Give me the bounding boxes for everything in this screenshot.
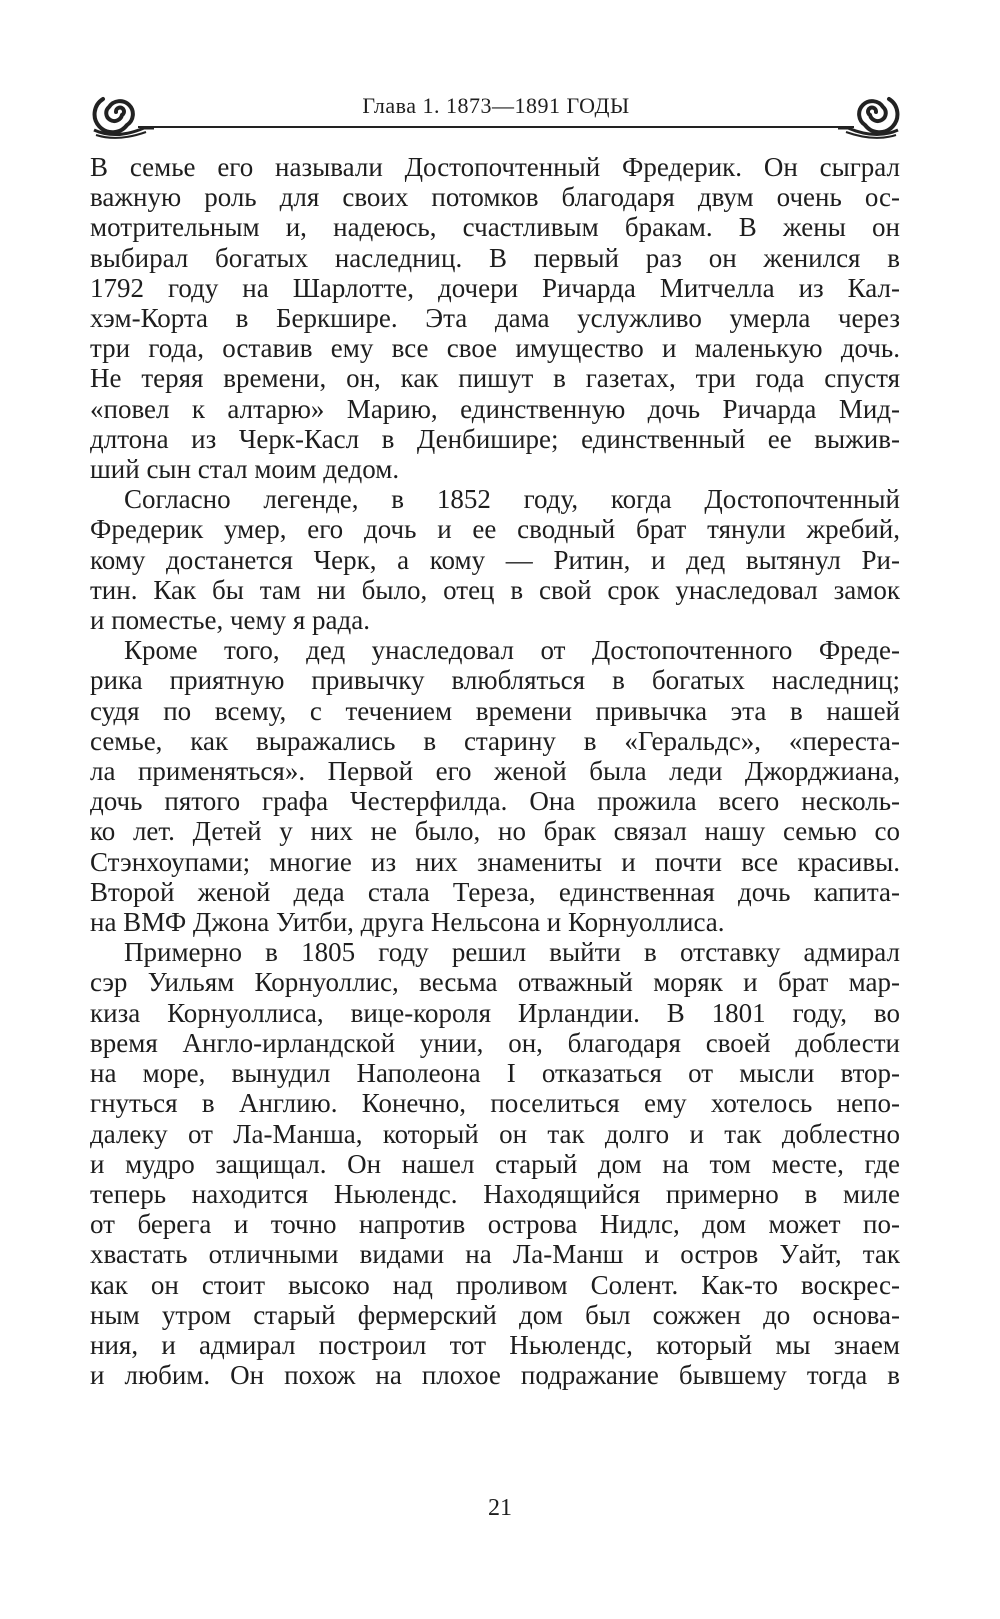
text-line: Второй женой деда стала Тереза, единственная дочь капита- bbox=[90, 876, 900, 907]
header-rule bbox=[138, 126, 854, 128]
text-line: семье, как выражались в старину в «Геральдс», «переста- bbox=[90, 725, 900, 756]
text-line: тин. Как бы там ни было, отец в свой срок унаследовал замок bbox=[90, 574, 900, 605]
text-line: ным утром старый фермерский дом был сожжен до основа- bbox=[90, 1299, 900, 1330]
text-line: Согласно легенде, в 1852 году, когда Достопочтенный bbox=[124, 484, 900, 515]
text-line: и мудро защищал. Он нашел старый дом на том месте, где bbox=[90, 1148, 900, 1179]
text-line: Стэнхоупами; многие из них знамениты и почти все красивы. bbox=[90, 846, 900, 877]
text-line: киза Корнуоллиса, вице-короля Ирландии. В 1801 году, во bbox=[90, 997, 900, 1028]
text-line: и поместье, чему я рада. bbox=[90, 605, 370, 636]
body-text bbox=[90, 152, 900, 1390]
text-line: хвастать отличными видами на Ла-Манш и остров Уайт, так bbox=[90, 1239, 900, 1270]
text-line: ко лет. Детей у них не было, но брак связал нашу семью со bbox=[90, 816, 900, 847]
paragraph bbox=[90, 635, 900, 937]
text-line: время Англо-ирландской унии, он, благодаря своей доблести bbox=[90, 1027, 900, 1058]
text-line: далеку от Ла-Манша, который он так долго и так доблестно bbox=[90, 1118, 900, 1149]
text-line: выбирал богатых наследниц. В первый раз он женился в bbox=[90, 242, 900, 273]
text-line: как он стоит высоко над проливом Солент. Как-то воскрес- bbox=[90, 1269, 900, 1300]
paragraph bbox=[90, 152, 900, 484]
text-line: Примерно в 1805 году решил выйти в отставку адмирал bbox=[124, 937, 900, 968]
text-line: дочь пятого графа Честерфилда. Она прожила всего несколь- bbox=[90, 786, 900, 817]
text-line: Не теряя времени, он, как пишут в газетах, три года спустя bbox=[90, 363, 900, 394]
text-line: на море, вынудил Наполеона I отказаться от мысли втор- bbox=[90, 1058, 900, 1089]
page-number: 21 bbox=[488, 1495, 512, 1521]
text-line: гнуться в Англию. Конечно, поселиться ему хотелось непо- bbox=[90, 1088, 900, 1119]
text-line: «повел к алтарю» Марию, единственную дочь Ричарда Мид- bbox=[90, 393, 900, 424]
text-line: три года, оставив ему все свое имущество и маленькую дочь. bbox=[90, 333, 900, 364]
text-line: важную роль для своих потомков благодаря двум очень ос- bbox=[90, 182, 900, 213]
paragraph bbox=[90, 484, 900, 635]
text-line: Кроме того, дед унаследовал от Достопочтенного Фреде- bbox=[124, 635, 900, 666]
text-line: сэр Уильям Корнуоллис, весьма отважный моряк и брат мар- bbox=[90, 967, 900, 998]
text-line: рика приятную привычку влюбляться в богатых наследниц; bbox=[90, 665, 900, 696]
text-line: ший сын стал моим дедом. bbox=[90, 454, 400, 485]
text-line: ния, и адмирал построил тот Ньюлендс, который мы знаем bbox=[90, 1329, 900, 1360]
text-line: 1792 году на Шарлотте, дочери Ричарда Митчелла из Кал- bbox=[90, 272, 900, 303]
running-header bbox=[86, 82, 906, 142]
text-line: от берега и точно напротив острова Нидлс, дом может по- bbox=[90, 1209, 900, 1240]
text-line: Фредерик умер, его дочь и ее сводный брат тянули жребий, bbox=[90, 514, 900, 545]
text-line: мотрительным и, надеюсь, счастливым бракам. В жены он bbox=[90, 212, 900, 243]
text-line: хэм-Корта в Беркшире. Эта дама услужливо умерла через bbox=[90, 303, 900, 334]
chapter-title: Глава 1. 1873—1891 ГОДЫ bbox=[362, 93, 630, 118]
spiral-ornament-icon bbox=[836, 82, 906, 142]
paragraph bbox=[90, 937, 900, 1390]
text-line: ла применяться». Первой его женой была леди Джорджиана, bbox=[90, 756, 900, 787]
text-line: длтона из Черк-Касл в Денбишире; единственный ее выжив- bbox=[90, 423, 900, 454]
text-line: и любим. Он похож на плохое подражание бывшему тогда в bbox=[90, 1360, 900, 1391]
text-line: В семье его называли Достопочтенный Фредерик. Он сыграл bbox=[90, 152, 900, 182]
text-line: судя по всему, с течением времени привычка эта в нашей bbox=[90, 695, 900, 726]
text-line: на ВМФ Джона Уитби, друга Нельсона и Корнуоллиса. bbox=[90, 907, 725, 938]
text-line: теперь находится Ньюлендс. Находящийся примерно в миле bbox=[90, 1178, 900, 1209]
text-line: кому достанется Черк, а кому — Ритин, и дед вытянул Ри- bbox=[90, 544, 900, 575]
